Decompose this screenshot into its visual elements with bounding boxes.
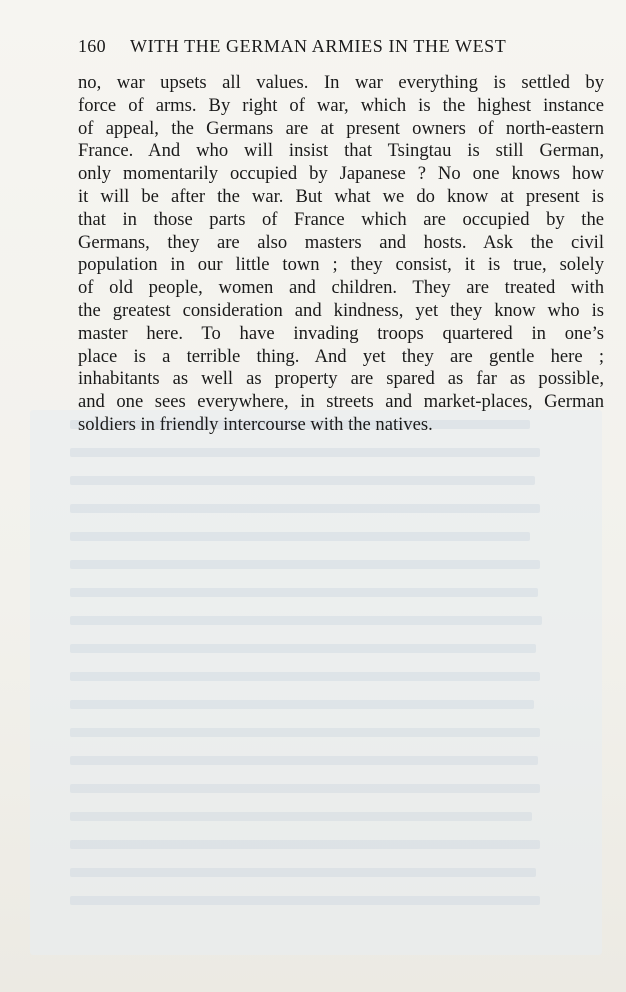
show-through-line bbox=[70, 532, 530, 541]
show-through-line bbox=[70, 672, 540, 681]
text-line: soldiers in friendly intercourse with the natives. bbox=[78, 413, 433, 435]
show-through-line bbox=[70, 868, 536, 877]
show-through-line bbox=[70, 448, 540, 457]
show-through-line bbox=[70, 756, 538, 765]
text-line: only momentarily occupied by Japanese ? No one knows how bbox=[78, 163, 604, 185]
show-through-line bbox=[70, 616, 542, 625]
show-through-line bbox=[70, 784, 540, 793]
text-line: of appeal, the Germans are at present owners of north-eastern bbox=[78, 117, 604, 139]
text-line: master here. To have invading troops quartered in one’s bbox=[78, 322, 604, 344]
show-through-line bbox=[70, 700, 534, 709]
show-through-line bbox=[70, 896, 540, 905]
show-through-line bbox=[70, 560, 540, 569]
show-through-line bbox=[70, 812, 532, 821]
text-line: force of arms. By right of war, which is the highest instance bbox=[78, 94, 604, 116]
text-line: inhabitants as well as property are spared as far as possible, bbox=[78, 368, 604, 390]
text-line: population in our little town ; they consist, it is true, solely bbox=[78, 254, 604, 276]
show-through-line bbox=[70, 476, 535, 485]
show-through-line bbox=[70, 504, 540, 513]
text-line: of old people, women and children. They are treated with bbox=[78, 277, 604, 299]
text-line: place is a terrible thing. And yet they are gentle here ; bbox=[78, 345, 604, 367]
show-through-line bbox=[70, 840, 540, 849]
show-through-line bbox=[70, 588, 538, 597]
text-line: France. And who will insist that Tsingtau is still German, bbox=[78, 140, 604, 162]
page-number: 160 bbox=[78, 36, 106, 56]
text-line: Germans, they are also masters and hosts. Ask the civil bbox=[78, 231, 604, 253]
text-line: the greatest consideration and kindness, yet they know who is bbox=[78, 299, 604, 321]
show-through-line bbox=[70, 644, 536, 653]
text-line: it will be after the war. But what we do know at present is bbox=[78, 185, 604, 207]
body-paragraph bbox=[78, 72, 604, 437]
text-line: no, war upsets all values. In war everything is settled by bbox=[78, 72, 604, 93]
page-header bbox=[78, 36, 578, 60]
text-line: that in those parts of France which are occupied by the bbox=[78, 208, 604, 230]
running-title: WITH THE GERMAN ARMIES IN THE WEST bbox=[130, 36, 507, 56]
text-line: and one sees everywhere, in streets and market-places, German bbox=[78, 391, 604, 413]
show-through-line bbox=[70, 728, 540, 737]
